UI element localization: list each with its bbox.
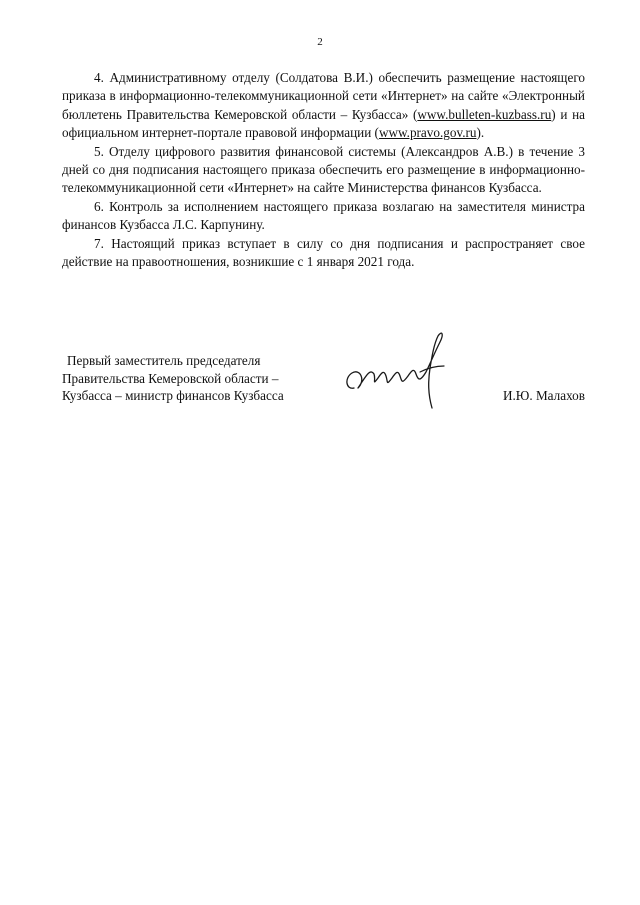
signer-position-line-2: Правительства Кемеровской области – [62,370,279,386]
pravo-link[interactable]: www.pravo.gov.ru [378,125,477,141]
page-number: 2 [317,36,323,48]
paragraph-4-text-start: 4. Административному отделу (Солдатова В.И.) обеспечить размещение настоящего приказа в информационно-телекоммуникационной сети «Интернет» на сайте «Электронный бюллетень Правительства Кемеровской области – Кузбасса» ( [62,70,585,122]
signer-name: И.Ю. Малахов [502,388,585,403]
signer-position-line-3: Кузбасса – министр финансов Кузбасса [62,388,284,403]
paragraph-6: 6. Контроль за исполнением настоящего приказа возлагаю на заместителя министра финансов Кузбасса Л.С. Карпунину. [62,198,585,233]
paragraph-4 [62,69,585,143]
signer-position-line-1: Первый заместитель председателя [67,353,261,368]
order-body [62,69,585,271]
paragraph-4-text-middle: ) и на официальном интернет-портале правовой информации ( [62,106,585,141]
paragraph-5: 5. Отделу цифрового развития финансовой системы (Александров А.В.) в течение 3 дней со дня подписания настоящего приказа обеспечить его размещение в информационно-телекоммуникационной сети «Интернет» на сайте Министерства финансов Кузбасса. [62,143,585,196]
paragraph-4-text-end: ). [476,125,485,141]
handwritten-signature-icon [340,328,460,418]
signature-block [62,352,585,412]
bulletin-link[interactable]: www.bulleten-kuzbass.ru [417,106,552,122]
paragraph-7: 7. Настоящий приказ вступает в силу со дня подписания и распространяет свое действие на правоотношения, возникшие с 1 января 2021 года. [62,235,585,270]
